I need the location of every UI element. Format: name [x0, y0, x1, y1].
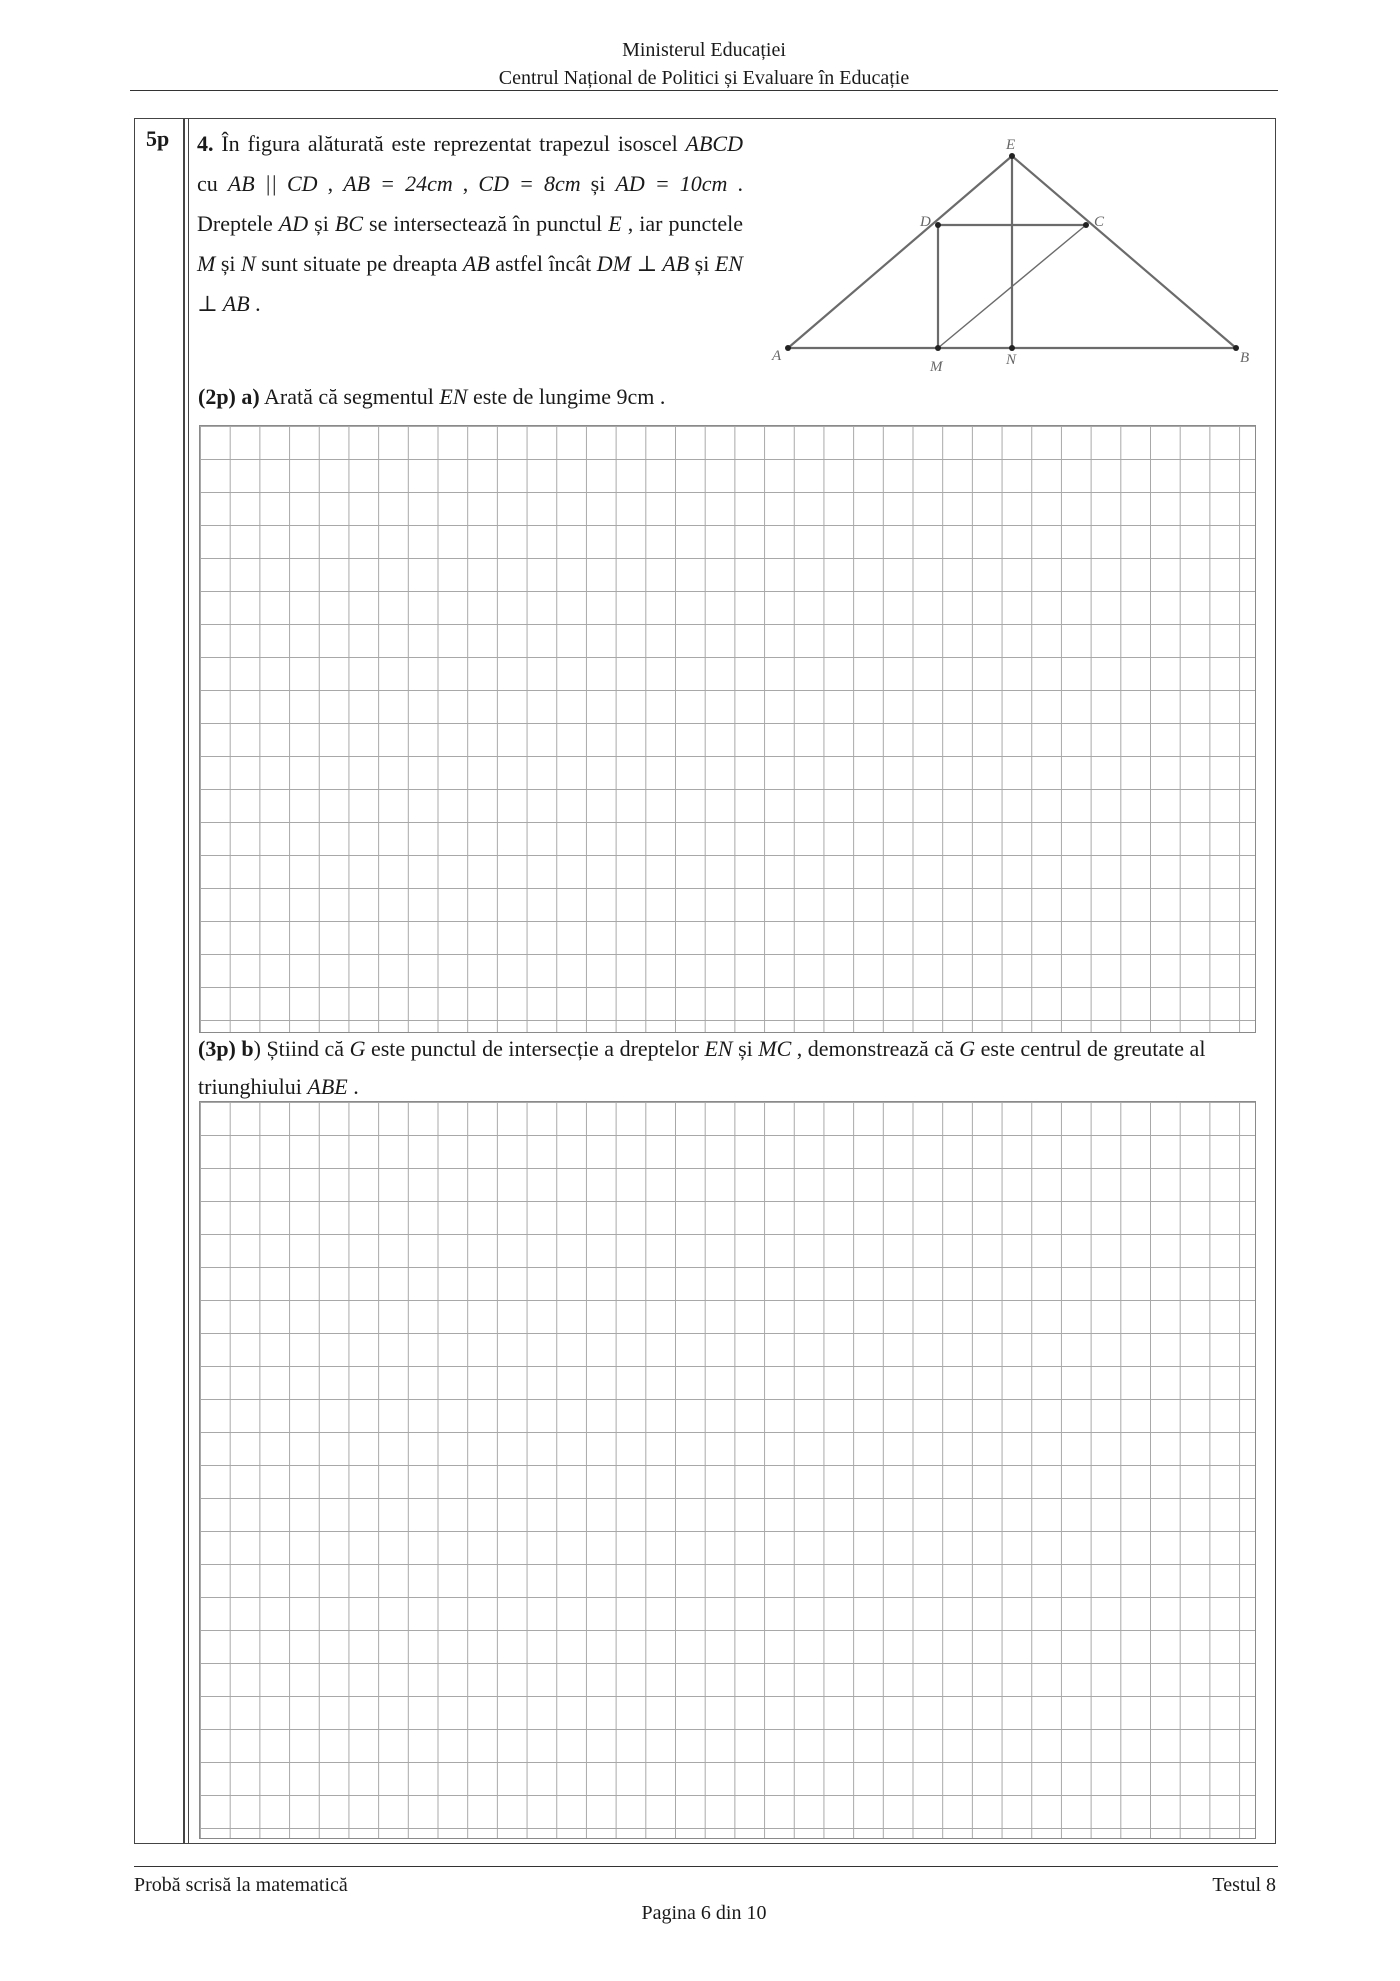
segment-ae: [788, 156, 1012, 348]
answer-grid-b[interactable]: [199, 1101, 1256, 1839]
math: DM ⊥ AB: [596, 251, 690, 276]
text: și: [689, 251, 715, 276]
part-b-statement: [198, 1030, 1263, 1106]
point-d: [935, 222, 941, 228]
header-center: Centrul Național de Politici și Evaluare în Educație: [498, 67, 910, 89]
math: AB: [462, 251, 490, 276]
label-a: A: [772, 348, 782, 364]
problem-points: 5p: [146, 126, 170, 151]
footer-test-number: Testul 8: [1212, 1874, 1276, 1896]
point-b: [1233, 345, 1239, 351]
math: CD = 8cm: [478, 171, 581, 196]
math: AD: [278, 211, 309, 236]
problem-number: 4.: [197, 131, 214, 156]
footer-page-number: Pagina 6 din 10: [641, 1902, 767, 1924]
math: N: [241, 251, 256, 276]
math: ABCD: [685, 131, 743, 156]
label-e: E: [1006, 137, 1016, 153]
text: , demonstrează că: [791, 1036, 960, 1061]
point-n: [1009, 345, 1015, 351]
math: AB = 24cm: [343, 171, 453, 196]
text: .: [654, 384, 666, 409]
header-ministry: Ministerul Educației: [622, 39, 786, 61]
label-n: N: [1006, 352, 1017, 368]
problem-statement: [197, 124, 743, 324]
math: EN: [704, 1036, 733, 1061]
text: și: [215, 251, 242, 276]
segment-be: [1012, 156, 1236, 348]
text: sunt situate pe dreapta: [255, 251, 463, 276]
text: ) Știind că: [253, 1036, 350, 1061]
math: M: [197, 251, 216, 276]
label-m: M: [930, 359, 943, 372]
text: . Dreptele: [197, 171, 743, 236]
math: AD = 10cm: [615, 171, 728, 196]
text: .: [347, 1074, 359, 1099]
math: G: [959, 1036, 976, 1061]
column-divider: [183, 118, 185, 1844]
text: este de lungime: [467, 384, 617, 409]
math: ABE: [307, 1074, 348, 1099]
text: și: [580, 171, 616, 196]
column-divider-inner: [188, 118, 189, 1844]
text: și: [732, 1036, 759, 1061]
math: AB || CD: [227, 171, 318, 196]
text: cu: [197, 171, 228, 196]
math: E: [608, 211, 622, 236]
header-rule: [130, 90, 1278, 91]
text: este centrul de greutate al triunghiului: [198, 1036, 1206, 1099]
part-b-points: (3p) b: [198, 1036, 254, 1061]
text: .: [249, 291, 261, 316]
answer-grid-a[interactable]: [199, 425, 1256, 1033]
part-a-statement: [198, 382, 665, 412]
point-a: [785, 345, 791, 351]
math: 9cm: [616, 384, 655, 409]
text: ,: [317, 171, 344, 196]
trapezoid-figure: [762, 132, 1262, 372]
text: ,: [452, 171, 479, 196]
label-b: B: [1240, 350, 1250, 366]
text: Arată că segmentul: [259, 384, 440, 409]
label-d: D: [920, 214, 931, 230]
text: este punctul de intersecție a dreptelor: [365, 1036, 705, 1061]
text: și: [308, 211, 335, 236]
text: se intersectează în punctul: [363, 211, 609, 236]
math: EN: [439, 384, 468, 409]
math: G: [349, 1036, 366, 1061]
footer-rule: [134, 1866, 1278, 1867]
page-header: [130, 36, 1278, 92]
math: MC: [758, 1036, 792, 1061]
point-e: [1009, 153, 1015, 159]
math: EN ⊥ AB: [197, 251, 743, 316]
footer-exam-name: Probă scrisă la matematică: [134, 1874, 348, 1896]
part-a-points: (2p) a): [198, 384, 260, 409]
text: , iar punctele: [621, 211, 743, 236]
text: În figura alăturată este reprezentat trapezul isoscel: [213, 131, 686, 156]
point-m: [935, 345, 941, 351]
text: astfel încât: [489, 251, 597, 276]
point-c: [1083, 222, 1089, 228]
math: BC: [334, 211, 363, 236]
label-c: C: [1094, 214, 1105, 230]
